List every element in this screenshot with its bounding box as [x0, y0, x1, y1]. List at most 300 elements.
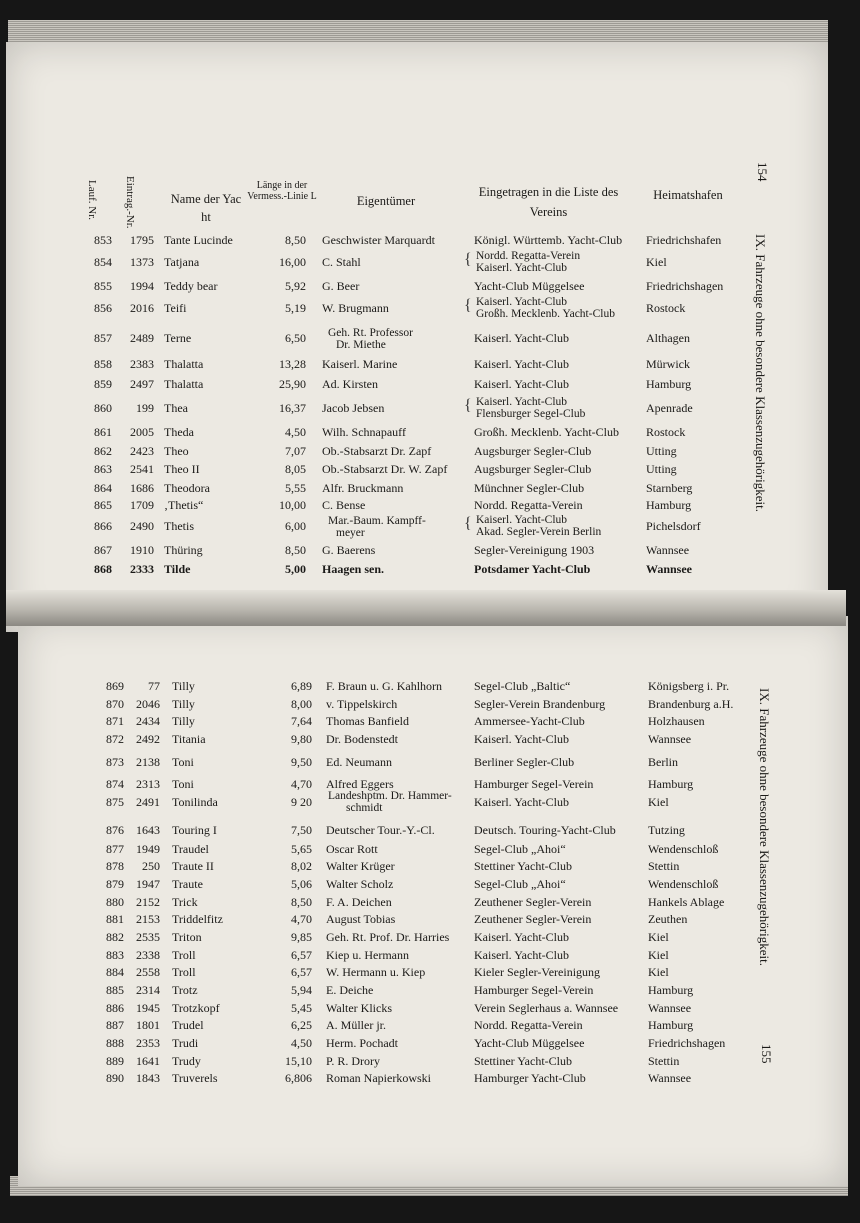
cell-laenge: 4,50 [291, 1036, 312, 1050]
club-line-1: Kaiserl. Yacht-Club [476, 514, 568, 526]
cell-laenge: 6,50 [285, 331, 306, 345]
cell-eintrag-nr: 2314 [136, 983, 160, 997]
running-head-upper: IX. Fahrzeuge ohne besondere Klassenzugehörigkeit. [753, 234, 768, 512]
cell-heimatshafen: Wannsee [648, 1071, 692, 1085]
cell-laenge: 9,85 [291, 930, 312, 944]
cell-lauf-nr: 863 [94, 462, 112, 476]
cell-heimatshafen: Kiel [648, 930, 669, 944]
cell-verein [476, 396, 585, 420]
cell-heimatshafen: Zeuthen [648, 912, 688, 926]
table-row [18, 715, 848, 731]
running-head-lower: IX. Fahrzeuge ohne besondere Klassenzugehörigkeit. [757, 688, 772, 966]
header-name: Name der Yac ht [170, 192, 242, 224]
cell-eigentuemer: W. Brugmann [322, 301, 389, 315]
cell-verein: Yacht-Club Müggelsee [474, 1036, 585, 1050]
cell-heimatshafen: Wannsee [648, 732, 692, 746]
cell-lauf-nr: 889 [106, 1054, 124, 1068]
cell-lauf-nr: 872 [106, 732, 124, 746]
owner-line-1: Landeshptm. Dr. Hammer- [328, 790, 452, 802]
cell-yacht-name: Tilde [164, 562, 191, 576]
table-row [6, 499, 828, 515]
cell-lauf-nr: 885 [106, 983, 124, 997]
cell-laenge: 5,45 [291, 1001, 312, 1015]
cell-heimatshafen: Königsberg i. Pr. [648, 679, 730, 693]
cell-yacht-name: Traute II [172, 859, 214, 873]
upper-yacht-table [6, 42, 828, 632]
cell-yacht-name: Toni [172, 777, 194, 791]
cell-lauf-nr: 888 [106, 1036, 124, 1050]
cell-verein: Kaiserl. Yacht-Club [474, 732, 569, 746]
cell-heimatshafen: Wannsee [648, 1001, 692, 1015]
cell-verein: Deutsch. Touring-Yacht-Club [474, 823, 616, 837]
cell-lauf-nr: 860 [94, 401, 112, 415]
cell-heimatshafen: Althagen [646, 331, 690, 345]
cell-heimatshafen: Wannsee [646, 543, 690, 557]
cell-laenge: 25,90 [279, 377, 306, 391]
table-row [18, 860, 848, 876]
cell-laenge: 8,00 [291, 697, 312, 711]
cell-verein: Segler-Vereinigung 1903 [474, 543, 595, 557]
cell-eintrag-nr: 2313 [136, 777, 160, 791]
header-laenge: Länge in der Vermess.-Linie L [247, 180, 317, 202]
cell-eigentuemer: G. Baerens [322, 543, 376, 557]
cell-eigentuemer: Deutscher Tour.-Y.-Cl. [326, 823, 435, 837]
cell-eigentuemer: C. Bense [322, 498, 366, 512]
table-row [18, 824, 848, 840]
cell-verein: Zeuthener Segler-Verein [474, 912, 592, 926]
cell-yacht-name: Trudel [172, 1018, 204, 1032]
page-number-154: 154 [755, 162, 770, 182]
cell-lauf-nr: 858 [94, 357, 112, 371]
cell-eigentuemer: Walter Krüger [326, 859, 395, 873]
cell-heimatshafen: Utting [646, 462, 677, 476]
table-row [18, 966, 848, 982]
header-eingetragen: Eingetragen in die Liste des Vereins [478, 185, 619, 219]
cell-eigentuemer: G. Beer [322, 279, 360, 293]
cell-eintrag-nr: 1947 [136, 877, 160, 891]
cell-laenge: 6,57 [291, 948, 312, 962]
cell-eigentuemer: Kiep u. Hermann [326, 948, 409, 962]
cell-eigentuemer: Ob.-Stabsarzt Dr. Zapf [322, 444, 432, 458]
cell-laenge: 8,50 [285, 233, 306, 247]
table-row [18, 1019, 848, 1035]
cell-verein: Kaiserl. Yacht-Club [474, 377, 569, 391]
cell-eintrag-nr: 1643 [136, 823, 160, 837]
cell-laenge: 6,57 [291, 965, 312, 979]
table-row [6, 327, 828, 351]
cell-eigentuemer: E. Deiche [326, 983, 374, 997]
cell-heimatshafen: Kiel [648, 795, 669, 809]
cell-eintrag-nr: 2558 [136, 965, 160, 979]
cell-verein: Kaiserl. Yacht-Club [474, 331, 569, 345]
cell-eigentuemer: Alfred Eggers [326, 777, 394, 791]
cell-laenge: 5,19 [285, 301, 306, 315]
cell-lauf-nr: 876 [106, 823, 124, 837]
table-row [6, 234, 828, 250]
table-row [18, 698, 848, 714]
table-row [6, 514, 828, 539]
cell-verein: Stettiner Yacht-Club [474, 859, 572, 873]
cell-eintrag-nr: 1843 [136, 1071, 160, 1085]
cell-eintrag-nr: 1945 [136, 1001, 160, 1015]
cell-verein: Hamburger Segel-Verein [474, 983, 594, 997]
cell-eigentuemer: Oscar Rott [326, 842, 378, 856]
cell-verein: Hamburger Yacht-Club [474, 1071, 586, 1085]
cell-laenge: 5,65 [291, 842, 312, 856]
cell-laenge: 5,55 [285, 481, 306, 495]
cell-lauf-nr: 856 [94, 301, 112, 315]
cell-yacht-name: Theo [164, 444, 189, 458]
cell-lauf-nr: 853 [94, 233, 112, 247]
cell-yacht-name: Thalatta [164, 377, 204, 391]
cell-heimatshafen: Friedrichshagen [648, 1036, 726, 1050]
page-number-155: 155 [759, 1044, 774, 1064]
cell-heimatshafen: Pichelsdorf [646, 519, 701, 533]
cell-eintrag-nr: 2005 [130, 425, 154, 439]
cell-eintrag-nr: 2490 [130, 519, 154, 533]
cell-laenge: 6,89 [291, 679, 312, 693]
cell-yacht-name: Thetis [164, 519, 194, 533]
cell-yacht-name: Triddelfitz [172, 912, 223, 926]
cell-verein: Segel-Club „Ahoi“ [474, 842, 566, 856]
cell-yacht-name: Thalatta [164, 357, 204, 371]
cell-eigentuemer: Wilh. Schnapauff [322, 425, 406, 439]
cell-eigentuemer: Geh. Rt. Prof. Dr. Harries [326, 930, 450, 944]
cell-verein: Nordd. Regatta-Verein [474, 498, 583, 512]
cell-eigentuemer: A. Müller jr. [326, 1018, 386, 1032]
cell-verein: Segel-Club „Ahoi“ [474, 877, 566, 891]
cell-heimatshafen: Hamburg [648, 777, 694, 791]
cell-yacht-name: Troll [172, 948, 196, 962]
table-row [6, 544, 828, 560]
cell-yacht-name: Tonilinda [172, 795, 218, 809]
club-line-2: Akad. Segler-Verein Berlin [476, 526, 602, 538]
cell-yacht-name: Theda [164, 425, 194, 439]
cell-lauf-nr: 864 [94, 481, 112, 495]
cell-verein: Ammersee-Yacht-Club [474, 714, 585, 728]
cell-yacht-name: Troll [172, 965, 196, 979]
cell-eintrag-nr: 2016 [130, 301, 154, 315]
cell-verein: Stettiner Yacht-Club [474, 1054, 572, 1068]
club-line-2: Großh. Mecklenb. Yacht-Club [476, 308, 615, 320]
cell-eigentuemer: Ed. Neumann [326, 755, 392, 769]
cell-eintrag-nr: 2434 [136, 714, 160, 728]
cell-eintrag-nr: 2153 [136, 912, 160, 926]
table-row [18, 1072, 848, 1088]
cell-eintrag-nr: 1686 [130, 481, 154, 495]
cell-heimatshafen: Holzhausen [648, 714, 705, 728]
cell-heimatshafen: Utting [646, 444, 677, 458]
cell-yacht-name: Theo II [164, 462, 200, 476]
cell-eigentuemer: Kaiserl. Marine [322, 357, 398, 371]
cell-verein: Yacht-Club Müggelsee [474, 279, 585, 293]
cell-verein [476, 296, 615, 320]
cell-eintrag-nr: 2535 [136, 930, 160, 944]
club-line-1: Kaiserl. Yacht-Club [476, 396, 568, 408]
cell-eintrag-nr: 199 [136, 401, 154, 415]
table-row [18, 733, 848, 749]
brace-icon: { [464, 397, 472, 414]
header-eigentuemer: Eigentümer [356, 194, 416, 208]
cell-yacht-name: Traute [172, 877, 203, 891]
cell-eigentuemer: Thomas Banfield [326, 714, 409, 728]
cell-eigentuemer: Walter Scholz [326, 877, 394, 891]
cell-lauf-nr: 869 [106, 679, 124, 693]
cell-eintrag-nr: 2423 [130, 444, 154, 458]
cell-eintrag-nr: 2489 [130, 331, 154, 345]
cell-laenge: 4,70 [291, 777, 312, 791]
table-row [18, 896, 848, 912]
cell-laenge: 6,806 [285, 1071, 312, 1085]
cell-verein: Großh. Mecklenb. Yacht-Club [474, 425, 619, 439]
cell-lauf-nr: 861 [94, 425, 112, 439]
cell-laenge: 9,50 [291, 755, 312, 769]
cell-yacht-name: Truverels [172, 1071, 218, 1085]
cell-laenge: 9,80 [291, 732, 312, 746]
cell-lauf-nr: 866 [94, 519, 112, 533]
cell-yacht-name: Trick [172, 895, 198, 909]
cell-heimatshafen: Berlin [648, 755, 678, 769]
cell-laenge: 4,70 [291, 912, 312, 926]
table-row [18, 1055, 848, 1071]
cell-heimatshafen: Kiel [648, 965, 669, 979]
cell-eigentuemer: Ob.-Stabsarzt Dr. W. Zapf [322, 462, 448, 476]
cell-yacht-name: Teifi [164, 301, 187, 315]
cell-yacht-name: Teddy bear [164, 279, 218, 293]
cell-lauf-nr: 867 [94, 543, 112, 557]
cell-verein [476, 250, 580, 274]
cell-eintrag-nr: 1949 [136, 842, 160, 856]
table-row [6, 426, 828, 442]
cell-eigentuemer: Haagen sen. [322, 562, 385, 576]
cell-eintrag-nr: 1373 [130, 255, 154, 269]
cell-eintrag-nr: 2541 [130, 462, 154, 476]
cell-heimatshafen: Hamburg [646, 498, 692, 512]
cell-laenge: 7,64 [291, 714, 312, 728]
cell-verein: Hamburger Segel-Verein [474, 777, 594, 791]
owner-line-1: Geh. Rt. Professor [328, 327, 413, 339]
club-line-2: Kaiserl. Yacht-Club [476, 262, 568, 274]
table-row [6, 396, 828, 420]
cell-verein: Segel-Club „Baltic“ [474, 679, 571, 693]
cell-verein: Zeuthener Segler-Verein [474, 895, 592, 909]
cell-eigentuemer: C. Stahl [322, 255, 361, 269]
cell-eigentuemer: F. A. Deichen [326, 895, 392, 909]
cell-lauf-nr: 882 [106, 930, 124, 944]
table-row [18, 1037, 848, 1053]
cell-eintrag-nr: 77 [148, 679, 160, 693]
cell-lauf-nr: 880 [106, 895, 124, 909]
cell-yacht-name: Tante Lucinde [164, 233, 233, 247]
cell-eintrag-nr: 2353 [136, 1036, 160, 1050]
cell-yacht-name: Thüring [164, 543, 203, 557]
brace-icon: { [464, 251, 472, 268]
header-lauf-nr: Lauf. Nr. [86, 180, 98, 221]
cell-lauf-nr: 859 [94, 377, 112, 391]
club-line-1: Kaiserl. Yacht-Club [476, 296, 568, 308]
cell-laenge: 7,50 [291, 823, 312, 837]
cell-eigentuemer: Jacob Jebsen [322, 401, 385, 415]
cell-laenge: 8,02 [291, 859, 312, 873]
cell-yacht-name: Trotz [172, 983, 198, 997]
cell-verein [476, 514, 601, 538]
cell-verein: Augsburger Segler-Club [474, 444, 592, 458]
cell-eintrag-nr: 1709 [130, 498, 154, 512]
header-heimatshafen: Heimatshafen [653, 188, 723, 202]
cell-laenge: 5,06 [291, 877, 312, 891]
cell-verein: Kieler Segler-Vereinigung [474, 965, 601, 979]
cell-verein: Kaiserl. Yacht-Club [474, 795, 569, 809]
cell-eigentuemer: Dr. Bodenstedt [326, 732, 398, 746]
cell-heimatshafen: Stettin [648, 1054, 680, 1068]
cell-heimatshafen: Starnberg [646, 481, 693, 495]
cell-lauf-nr: 871 [106, 714, 124, 728]
cell-lauf-nr: 873 [106, 755, 124, 769]
cell-eintrag-nr: 1910 [130, 543, 154, 557]
cell-heimatshafen: Wendenschloß [648, 877, 719, 891]
cell-eintrag-nr: 1801 [136, 1018, 160, 1032]
cell-heimatshafen: Stettin [648, 859, 680, 873]
cell-lauf-nr: 884 [106, 965, 124, 979]
cell-lauf-nr: 875 [106, 795, 124, 809]
cell-yacht-name: Touring I [172, 823, 217, 837]
table-row [18, 913, 848, 929]
cell-heimatshafen: Wendenschloß [648, 842, 719, 856]
table-row [18, 1002, 848, 1018]
cell-laenge: 5,94 [291, 983, 312, 997]
cell-yacht-name: Trudy [172, 1054, 201, 1068]
cell-eintrag-nr: 2046 [136, 697, 160, 711]
cell-heimatshafen: Friedrichshagen [646, 279, 724, 293]
cell-verein: Augsburger Segler-Club [474, 462, 592, 476]
cell-yacht-name: Trotzkopf [172, 1001, 220, 1015]
cell-lauf-nr: 879 [106, 877, 124, 891]
cell-laenge: 16,00 [279, 255, 306, 269]
cell-yacht-name: Trudi [172, 1036, 199, 1050]
cell-lauf-nr: 855 [94, 279, 112, 293]
cell-heimatshafen: Rostock [646, 301, 686, 315]
table-row [18, 790, 848, 814]
lower-yacht-table [18, 616, 848, 1186]
page-stack-top [8, 20, 828, 44]
upper-page [6, 42, 828, 632]
cell-verein: Kaiserl. Yacht-Club [474, 930, 569, 944]
cell-lauf-nr: 854 [94, 255, 112, 269]
cell-verein: Segler-Verein Brandenburg [474, 697, 606, 711]
lower-page [18, 616, 848, 1186]
cell-yacht-name: Tilly [172, 697, 195, 711]
table-row [6, 250, 828, 274]
cell-yacht-name: ‚Thetis“ [164, 498, 204, 512]
cell-lauf-nr: 868 [94, 562, 112, 576]
table-row [6, 358, 828, 374]
table-row [6, 280, 828, 296]
cell-heimatshafen: Hankels Ablage [648, 895, 725, 909]
cell-eintrag-nr: 250 [142, 859, 160, 873]
cell-yacht-name: Titania [172, 732, 206, 746]
cell-heimatshafen: Kiel [646, 255, 667, 269]
cell-eigentuemer: Walter Klicks [326, 1001, 393, 1015]
cell-yacht-name: Tatjana [164, 255, 200, 269]
cell-yacht-name: Tilly [172, 679, 195, 693]
cell-verein: Kaiserl. Yacht-Club [474, 357, 569, 371]
cell-lauf-nr: 857 [94, 331, 112, 345]
cell-heimatshafen: Hamburg [648, 1018, 694, 1032]
cell-lauf-nr: 877 [106, 842, 124, 856]
table-row [18, 756, 848, 772]
table-row [6, 296, 828, 320]
cell-eigentuemer [328, 790, 452, 814]
cell-laenge: 10,00 [279, 498, 306, 512]
cell-verein: Verein Seglerhaus a. Wannsee [474, 1001, 619, 1015]
cell-lauf-nr: 870 [106, 697, 124, 711]
cell-verein: Nordd. Regatta-Verein [474, 1018, 583, 1032]
cell-eintrag-nr: 1641 [136, 1054, 160, 1068]
cell-lauf-nr: 886 [106, 1001, 124, 1015]
cell-eigentuemer: August Tobias [326, 912, 396, 926]
club-line-2: Flensburger Segel-Club [476, 408, 586, 420]
table-row [18, 984, 848, 1000]
cell-eintrag-nr: 2138 [136, 755, 160, 769]
cell-eigentuemer: Geschwister Marquardt [322, 233, 435, 247]
cell-lauf-nr: 881 [106, 912, 124, 926]
cell-yacht-name: Tilly [172, 714, 195, 728]
cell-yacht-name: Triton [172, 930, 202, 944]
owner-line-1: Mar.-Baum. Kampff- [328, 515, 426, 527]
table-row [6, 445, 828, 461]
cell-eintrag-nr: 1795 [130, 233, 154, 247]
cell-verein: Kaiserl. Yacht-Club [474, 948, 569, 962]
cell-lauf-nr: 862 [94, 444, 112, 458]
table-row [6, 378, 828, 394]
book-gutter [6, 590, 846, 626]
cell-eigentuemer: Roman Napierkowski [326, 1071, 431, 1085]
cell-heimatshafen: Friedrichshafen [646, 233, 722, 247]
cell-yacht-name: Thea [164, 401, 188, 415]
table-row [6, 482, 828, 498]
cell-laenge: 9 20 [291, 795, 312, 809]
owner-line-2: schmidt [346, 802, 383, 814]
cell-laenge: 7,07 [285, 444, 306, 458]
cell-yacht-name: Terne [164, 331, 192, 345]
cell-eigentuemer: Ad. Kirsten [322, 377, 378, 391]
cell-eigentuemer: W. Hermann u. Kiep [326, 965, 426, 979]
cell-laenge: 6,25 [291, 1018, 312, 1032]
cell-heimatshafen: Rostock [646, 425, 686, 439]
cell-eigentuemer [328, 327, 413, 351]
cell-yacht-name: Toni [172, 755, 194, 769]
cell-lauf-nr: 878 [106, 859, 124, 873]
table-row [6, 463, 828, 479]
cell-eigentuemer: Herm. Pochadt [326, 1036, 398, 1050]
cell-heimatshafen: Kiel [648, 948, 669, 962]
cell-eintrag-nr: 2152 [136, 895, 160, 909]
cell-laenge: 8,50 [285, 543, 306, 557]
table-row [18, 843, 848, 859]
cell-heimatshafen: Wannsee [646, 562, 693, 576]
cell-verein: Königl. Württemb. Yacht-Club [474, 233, 623, 247]
cell-lauf-nr: 874 [106, 777, 124, 791]
header-eintrag-nr: Eintrag.-Nr. [124, 176, 136, 229]
cell-heimatshafen: Hamburg [646, 377, 692, 391]
cell-laenge: 13,28 [279, 357, 306, 371]
cell-eintrag-nr: 2338 [136, 948, 160, 962]
cell-yacht-name: Traudel [172, 842, 209, 856]
cell-eintrag-nr: 2333 [130, 562, 154, 576]
cell-eintrag-nr: 1994 [130, 279, 154, 293]
cell-laenge: 4,50 [285, 425, 306, 439]
club-line-1: Nordd. Regatta-Verein [476, 250, 581, 262]
